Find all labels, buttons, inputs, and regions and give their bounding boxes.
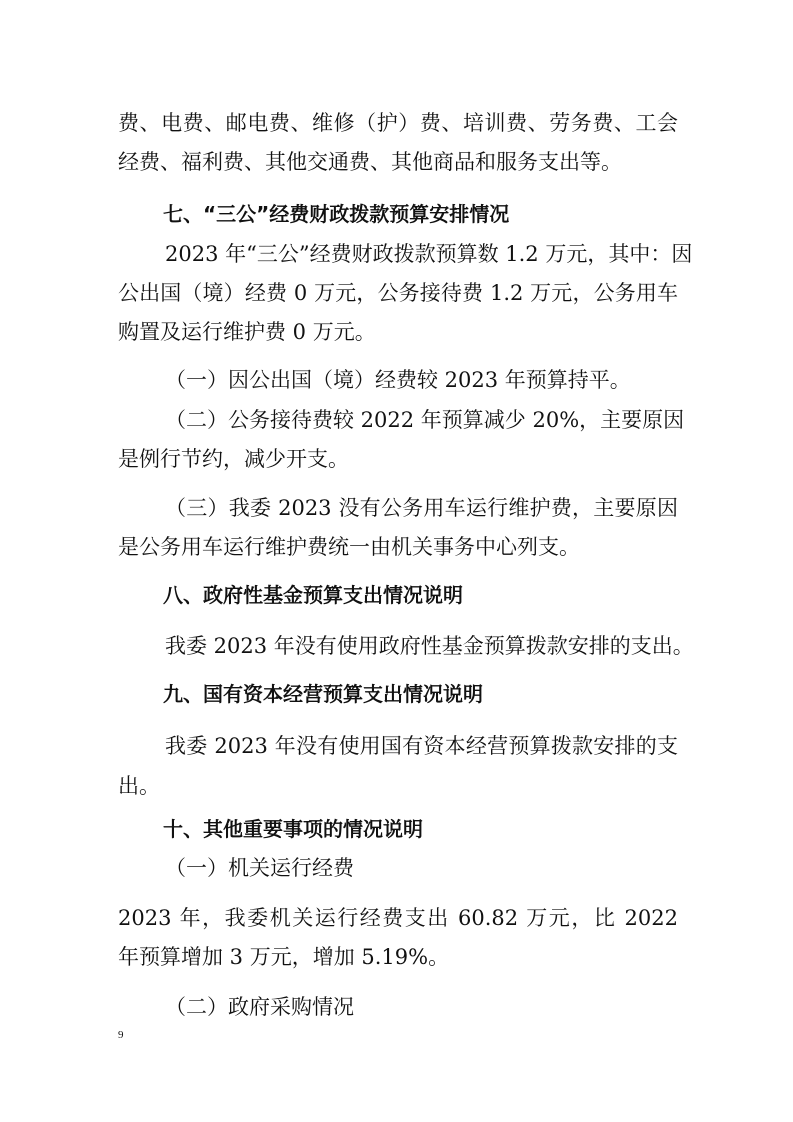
paragraph-line: 我委 2023 年没有使用国有资本经营预算拨款安排的支 xyxy=(165,734,678,758)
paragraph-line: 公出国（境）经费 0 万元，公务接待费 1.2 万元，公务用车 xyxy=(118,281,678,305)
paragraph-line: 2023 年“三公”经费财政拨款预算数 1.2 万元，其中：因 xyxy=(165,242,693,266)
section-heading-8: 八、政府性基金预算支出情况说明 xyxy=(163,583,463,607)
paragraph-line: 是例行节约，减少开支。 xyxy=(118,447,349,471)
section-heading-10: 十、其他重要事项的情况说明 xyxy=(163,817,423,841)
page-number: 9 xyxy=(118,1029,124,1041)
paragraph-line: 出。 xyxy=(118,774,160,798)
paragraph-line: 是公务用车运行维护费统一由机关事务中心列支。 xyxy=(118,535,580,559)
section-heading-9: 九、国有资本经营预算支出情况说明 xyxy=(163,682,483,706)
paragraph-line: （二）公务接待费较 2022 年预算减少 20%，主要原因 xyxy=(165,408,685,432)
paragraph-line: 年预算增加 3 万元，增加 5.19%。 xyxy=(118,945,450,969)
paragraph-line: 购置及运行维护费 0 万元。 xyxy=(118,320,376,344)
paragraph-line: （一）机关运行经费 xyxy=(165,856,354,880)
paragraph-line: （二）政府采购情况 xyxy=(165,995,354,1019)
paragraph-line: 经费、福利费、其他交通费、其他商品和服务支出等。 xyxy=(118,150,622,174)
paragraph-line: 我委 2023 年没有使用政府性基金预算拨款安排的支出。 xyxy=(165,634,694,658)
paragraph-line: （三）我委 2023 没有公务用车运行维护费，主要原因 xyxy=(165,496,678,520)
paragraph-line: 2023 年，我委机关运行经费支出 60.82 万元，比 2022 xyxy=(118,906,678,930)
paragraph-line: （一）因公出国（境）经费较 2023 年预算持平。 xyxy=(165,368,631,392)
paragraph-line: 费、电费、邮电费、维修（护）费、培训费、劳务费、工会 xyxy=(118,111,678,135)
section-heading-7: 七、“三公”经费财政拨款预算安排情况 xyxy=(163,202,510,226)
